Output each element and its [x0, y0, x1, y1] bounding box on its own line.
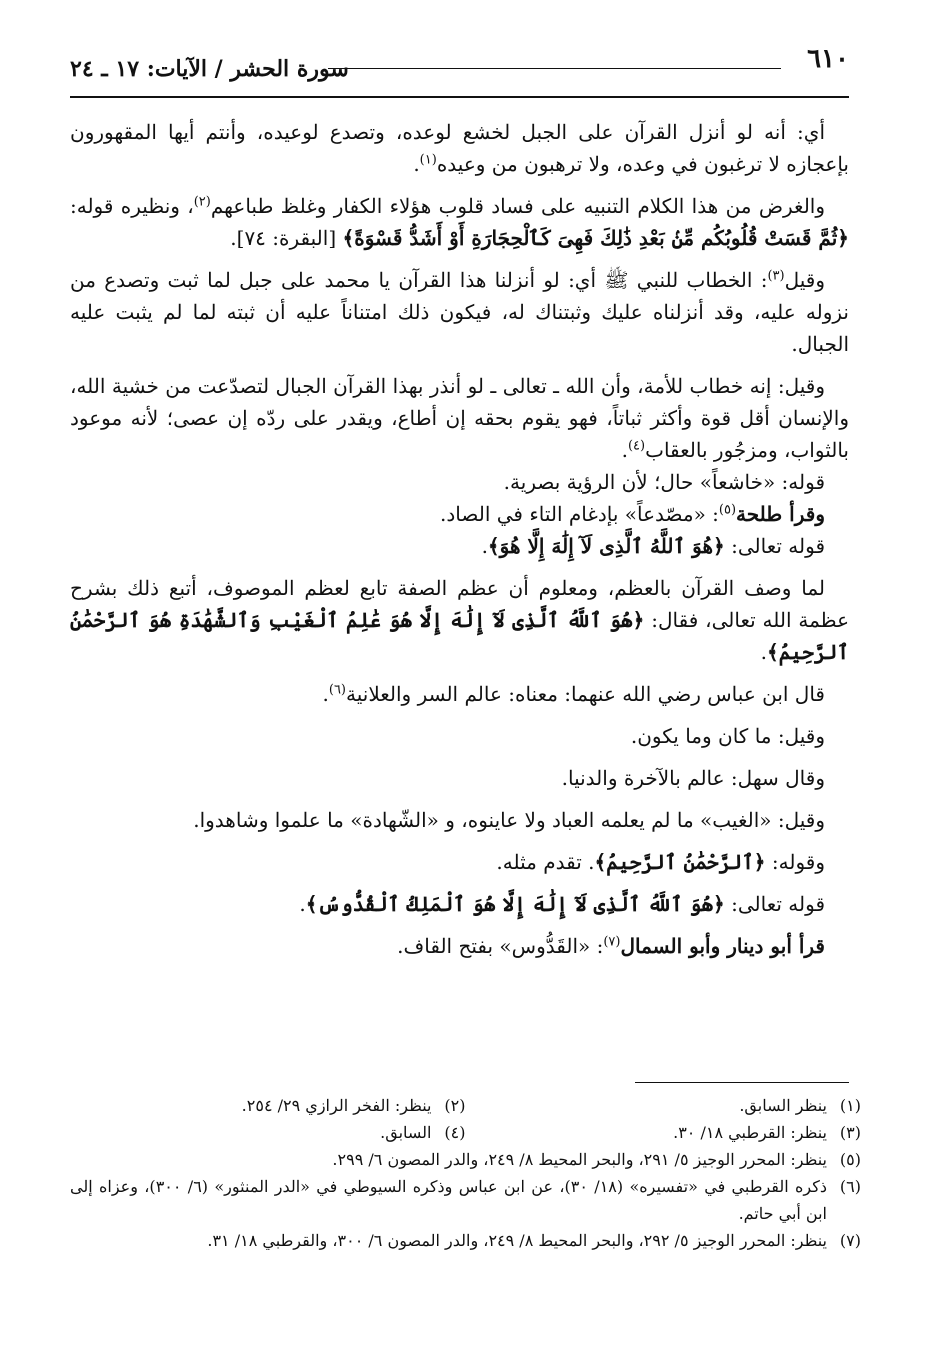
footnote-ref[interactable]: (٧)	[603, 934, 621, 950]
footnote-ref[interactable]: (٦)	[328, 682, 346, 698]
reader-name: قرأ أبو دينار وأبو السمال	[620, 934, 825, 958]
paragraph-text: . تقدم مثله.	[496, 850, 595, 874]
footnote-text: ينظر السابق.	[739, 1096, 827, 1115]
footnote-row	[70, 1119, 861, 1146]
quran-verse: ﴿ٱلرَّحْمَٰنُ ٱلرَّحِيمُ﴾	[594, 850, 766, 874]
main-text	[70, 116, 849, 972]
footnote-3	[466, 1119, 862, 1146]
paragraph-5	[70, 466, 849, 498]
footnote-number: (٥)	[839, 1150, 861, 1169]
paragraph-text: : الخطاب للنبي ﷺ أي: لو أنزلنا هذا القرآن يا محمد على جبل لما ثبت وتصدع من نزوله عليه، وقد أنزلناه عليك وثبتناك له، فيكون ذلك امتناناً عليه أن ثبته لما لم يثبت عليه الجبال.	[70, 268, 849, 356]
paragraph-9	[70, 678, 849, 710]
paragraph-end: .	[621, 438, 628, 462]
paragraph-text: وقيل: ما كان وما يكون.	[630, 724, 825, 748]
paragraph-text: أي: أنه لو أنزل القرآن على الجبل لخشع لوعده، وتصدع لوعيده، وأنتم أيها المقهورون بإعجازه لا ترغبون في وعده، ولا ترهبون من وعيده	[70, 120, 849, 176]
footnote-text: ينظر: القرطبي ١٨/ ٣٠.	[673, 1123, 827, 1142]
paragraph-13	[70, 846, 849, 878]
footnote-text: السابق.	[380, 1123, 432, 1142]
paragraph-text: ، ونظيره قوله:	[70, 194, 194, 218]
footnote-number: (٧)	[839, 1231, 861, 1250]
paragraph-7	[70, 530, 849, 562]
footnote-number: (٦)	[839, 1177, 861, 1196]
footnote-row	[70, 1092, 861, 1119]
surah-title: سورة الحشر / الآيات: ١٧ ـ ٢٤	[70, 56, 349, 82]
paragraph-4	[70, 370, 849, 466]
paragraph-text: وقيل: «الغيب» ما لم يعلمه العباد ولا عاينوه، و «الشّهادة» ما علموا وشاهدوا.	[193, 808, 825, 832]
paragraph-end: .	[413, 152, 420, 176]
paragraph-text: لما وصف القرآن بالعظم، ومعلوم أن عظم الصفة تابع لعظم الموصوف، أتبع ذلك بشرح عظمة الله تعالى، فقال:	[70, 576, 850, 632]
header-rule	[328, 68, 781, 69]
quran-verse: ﴿هُوَ ٱللَّهُ ٱلَّذِى لَآ إِلَٰهَ إِلَّا هُوَ عَٰلِمُ ٱلْغَيْبِ وَٱلشَّهَٰدَةِ هُوَ ٱلرَّحْمَٰنُ ٱلرَّحِيمُ﴾	[70, 608, 849, 664]
paragraph-text: وقال سهل: عالم بالآخرة والدنيا.	[561, 766, 825, 790]
paragraph-3	[70, 264, 849, 360]
paragraph-1	[70, 116, 849, 180]
paragraph-text: وقيل: إنه خطاب للأمة، وأن الله ـ تعالى ـ لو أنذر بهذا القرآن الجبال لتصدّعت من خشية الله، والإنسان أقل قوة وأكثر ثباتاً، فهو يقوم بحقه إن أطاع، ويقدر على ردّه إن عصى؛ لأنه موعود بالثواب، ومزجُور بالعقاب	[70, 374, 849, 462]
footnote-ref[interactable]: (٤)	[627, 438, 646, 454]
paragraph-11	[70, 762, 849, 794]
quran-verse: ﴿هُوَ ٱللَّهُ ٱلَّذِى لَآ إِلَٰهَ إِلَّا هُوَ ٱلْمَلِكُ ٱلْقُدُّوسُ﴾	[305, 892, 725, 916]
footnote-text: ذكره القرطبي في «تفسيره» (١٨/ ٣٠)، عن ابن عباس وذكره السيوطي في «الدر المنثور» (٦/ ٣٠٠)، وعزاه إلى ابن أبي حاتم.	[70, 1177, 827, 1223]
paragraph-8	[70, 572, 849, 668]
paragraph-10	[70, 720, 849, 752]
footnote-ref[interactable]: (٣)	[767, 268, 785, 284]
footnote-text: ينظر: المحرر الوجيز ٥/ ٢٩٢، والبحر المحيط ٨/ ٢٤٩، والدر المصون ٦/ ٣٠٠، والقرطبي ١٨/ ٣١.	[207, 1231, 827, 1250]
paragraph-text: قال ابن عباس رضي الله عنهما: معناه: عالم السر والعلانية	[346, 682, 825, 706]
footnote-text: ينظر: الفخر الرازي ٢٩/ ٢٥٤.	[241, 1096, 432, 1115]
paragraph-6	[70, 498, 849, 530]
paragraph-text: وقيل	[784, 268, 825, 292]
quran-verse: ﴿ثُمَّ قَسَتْ قُلُوبُكُم مِّنۢ بَعْدِ ذَٰلِكَ فَهِىَ كَٱلْحِجَارَةِ أَوْ أَشَدُّ قَسْوَةً﴾	[342, 226, 849, 250]
reader-name: وقرأ طلحة	[736, 502, 825, 526]
paragraph-text: : «مصّدعاً» بإدغام التاء في الصاد.	[440, 502, 719, 526]
paragraph-text: وقوله:	[765, 850, 825, 874]
paragraph-15	[70, 930, 849, 962]
paragraph-end: .	[299, 892, 306, 916]
footnote-7	[70, 1227, 861, 1254]
footnote-number: (٤)	[444, 1123, 466, 1142]
paragraph-2	[70, 190, 849, 254]
footnote-text: ينظر: المحرر الوجيز ٥/ ٢٩١، والبحر المحيط ٨/ ٢٤٩، والدر المصون ٦/ ٢٩٩.	[332, 1150, 827, 1169]
paragraph-12	[70, 804, 849, 836]
footnote-number: (٣)	[839, 1123, 861, 1142]
footnote-6	[70, 1173, 861, 1227]
paragraph-text: : «القَدُّوس» بفتح القاف.	[397, 934, 604, 958]
paragraph-14	[70, 888, 849, 920]
paragraph-end: .	[481, 534, 488, 558]
footnote-1	[466, 1092, 862, 1119]
footnotes	[70, 1092, 861, 1254]
footnote-number: (١)	[839, 1096, 861, 1115]
footnote-ref[interactable]: (١)	[419, 152, 437, 168]
footnote-2	[70, 1092, 466, 1119]
paragraph-text: قوله تعالى:	[724, 534, 825, 558]
verse-reference: [البقرة: ٧٤].	[230, 226, 343, 250]
page-header	[70, 44, 849, 98]
footnote-ref[interactable]: (٢)	[193, 194, 211, 210]
paragraph-end: .	[322, 682, 329, 706]
paragraph-text: قوله تعالى:	[724, 892, 825, 916]
paragraph-end: .	[760, 640, 767, 664]
footnote-ref[interactable]: (٥)	[718, 502, 737, 518]
paragraph-text: والغرض من هذا الكلام التنبيه على فساد قلوب هؤلاء الكفار وغلظ طباعهم	[210, 194, 826, 218]
footnote-4	[70, 1119, 466, 1146]
page-number: ٦١٠	[807, 44, 849, 74]
footnote-5	[70, 1146, 861, 1173]
footnote-separator	[635, 1082, 849, 1083]
quran-verse: ﴿هُوَ ٱللَّهُ ٱلَّذِى لَآ إِلَٰهَ إِلَّا هُوَ﴾	[487, 534, 725, 558]
footnote-number: (٢)	[444, 1096, 466, 1115]
paragraph-text: قوله: «خاشعاً» حال؛ لأن الرؤية بصرية.	[503, 470, 825, 494]
